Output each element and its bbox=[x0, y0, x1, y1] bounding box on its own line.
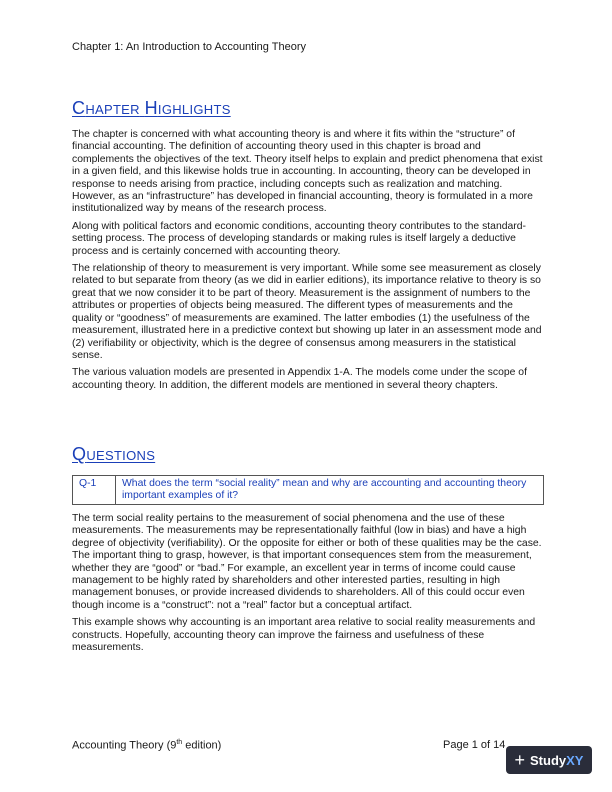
footer-edition: Accounting Theory (9th edition) bbox=[72, 739, 222, 752]
answer-body bbox=[72, 513, 544, 659]
highlights-paragraph: The chapter is concerned with what accounting theory is and where it fits within the “structure” of financial accounting. The definition of accounting theory used in this chapter is broad and complements the objectives of the text. Theory itself helps to explain and predict phenomena that exist in a given field, and this likewise holds true in accounting. In accounting, theory can be developed in response to needs arising from practice, including concepts such as realization and matching. However, as an “infrastructure” has developed in financial accounting, theory is formulated in a more institutionalized way by means of the research process. bbox=[72, 129, 543, 215]
answer-paragraph: The term social reality pertains to the measurement of social phenomena and the use of these measurements. The measurements may be representationally faithful (low in bias) and have a high degree of objectivity (verifiability). Or the opposite for either or both of these qualities may be the case. The important thing to grasp, however, is that important consequences stem from the measurement, whether they are “good” or “bad.” For example, an excellent year in terms of income could cause management to be highly rated by shareholders and other interested parties, resulting in high management bonuses, or provide increased dividends to shareholders. All of this could occur even though income is a “construct”: not a “real” factor but a conceptual artifact. bbox=[72, 513, 542, 611]
question-text: What does the term “social reality” mean and why are accounting and accounting theory important examples of it? bbox=[122, 478, 527, 501]
question-box bbox=[72, 475, 544, 505]
answer-paragraph: This example shows why accounting is an important area relative to social reality measurements and constructs. Hopefully, accounting theory can improve the fairness and usefulness of these measurements. bbox=[72, 617, 536, 654]
page-header: Chapter 1: An Introduction to Accounting Theory bbox=[72, 41, 307, 53]
badge-word-study: Study bbox=[530, 752, 567, 768]
highlights-paragraph: The relationship of theory to measurement is very important. While some see measurement as closely related to but separate from theory (as we did in earlier editions), its importance relative to theory is so great that we now consider it to be part of theory. Measurement is the assignment of numbers to the attributes or properties of objects being measured. The different types of measurements and the quality or “goodness” of measurements are examined. The latter embodies (1) the usefulness of the measurement, illustrated here in a predictive context but showing up later in an assessment mode and (2) verifiability or objectivity, which is the degree of consensus among measurers in the statistical sense. bbox=[72, 263, 542, 361]
plus-icon: + bbox=[514, 749, 526, 770]
footer-page-number: Page 1 of 14 bbox=[443, 739, 506, 751]
questions-heading: QUESTIONS bbox=[72, 444, 156, 464]
badge-word-xy: XY bbox=[566, 752, 584, 768]
highlights-paragraph: Along with political factors and economic conditions, accounting theory contributes to the standard-setting process. The process of developing standards or making rules is itself largely a deductive process and is certainly concerned with accounting theory. bbox=[72, 220, 526, 257]
highlights-body bbox=[72, 129, 544, 397]
chapter-highlights-heading: CHAPTER HIGHLIGHTS bbox=[72, 98, 231, 118]
highlights-paragraph: The various valuation models are presented in Appendix 1-A. The models come under the scope of accounting theory. In addition, the different models are mentioned in several theory chapters. bbox=[72, 367, 527, 391]
studyxy-badge[interactable] bbox=[506, 746, 592, 774]
question-number: Q-1 bbox=[73, 476, 116, 504]
